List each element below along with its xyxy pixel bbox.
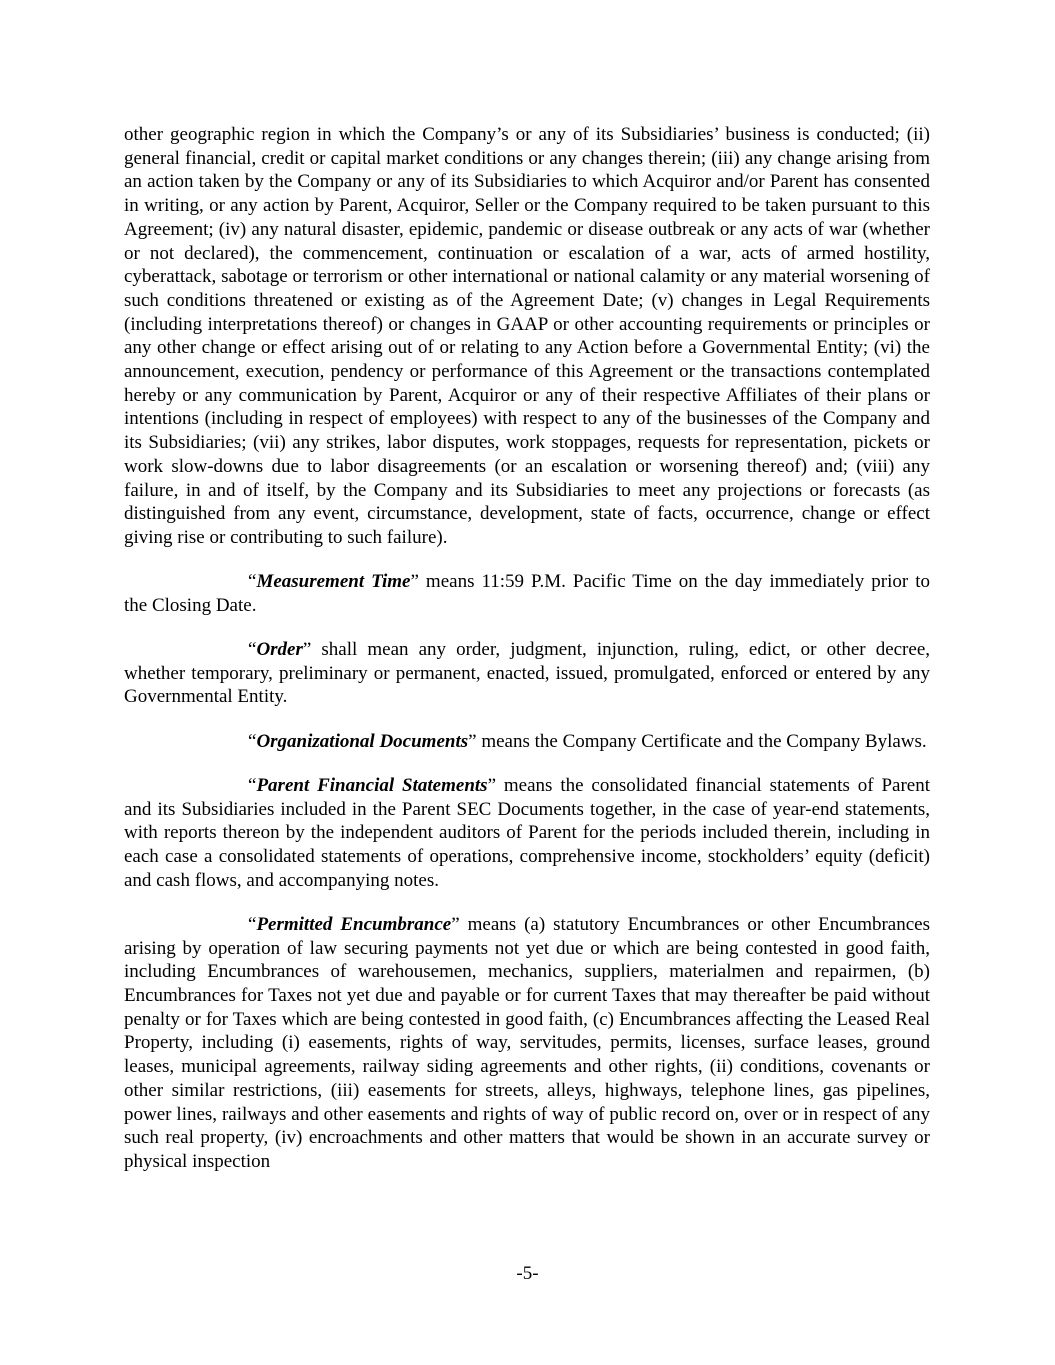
- document-page: [124, 123, 930, 1174]
- definition-organizational-documents: [124, 730, 930, 754]
- open-quote: “: [248, 730, 257, 752]
- close-quote: ”: [451, 913, 460, 935]
- close-quote: ”: [468, 730, 477, 752]
- open-quote: “: [248, 639, 257, 661]
- definition-text: means (a) statutory Encumbrances or other Encumbrances arising by operation of law securing payments not yet due or which are being contested in good faith, including Encumbrances of warehousemen, mechanics, suppliers, materialmen and repairmen, (b) Encumbrances for Taxes not yet due and payable or for current Taxes that may thereafter be paid without penalty or for Taxes which are being contested in good faith, (c) Encumbrances affecting the Leased Real Property, including (i) easements, rights of way, servitudes, permits, licenses, surface leases, ground leases, municipal agreements, railway siding agreements and other rights, (ii) conditions, covenants or other similar restrictions, (iii) easements for streets, alleys, highways, telephone lines, gas pipelines, power lines, railways and other easements and rights of way of public record on, over or in respect of any such real property, (iv) encroachments and other matters that would be shown in an accurate survey or physical inspection: [124, 913, 930, 1172]
- definition-measurement-time: [124, 570, 930, 617]
- definition-permitted-encumbrance: [124, 913, 930, 1174]
- definition-parent-financial-statements: [124, 774, 930, 893]
- definition-order: [124, 638, 930, 709]
- definition-text: means the Company Certificate and the Company Bylaws.: [476, 730, 927, 752]
- close-quote: ”: [410, 571, 419, 593]
- open-quote: “: [248, 913, 257, 935]
- open-quote: “: [248, 571, 257, 593]
- open-quote: “: [248, 774, 257, 796]
- continuation-paragraph: other geographic region in which the Company’s or any of its Subsidiaries’ business is conducted; (ii) general financial, credit or capital market conditions or any changes therein; (iii) any change arising from an action taken by the Company or any of its Subsidiaries to which Acquiror and/or Parent has consented in writing, or any action by Parent, Acquiror, Seller or the Company required to be taken pursuant to this Agreement; (iv) any natural disaster, epidemic, pandemic or disease outbreak or any acts of war (whether or not declared), the commencement, continuation or escalation of a war, acts of armed hostility, cyberattack, sabotage or terrorism or other international or national calamity or any material worsening of such conditions threatened or existing as of the Agreement Date; (v) changes in Legal Requirements (including interpretations thereof) or changes in GAAP or other accounting requirements or principles or any other change or effect arising out of or relating to any Action before a Governmental Entity; (vi) the announcement, execution, pendency or performance of this Agreement or the transactions contemplated hereby or any communication by Parent, Acquiror or any of their respective Affiliates of their plans or intentions (including in respect of employees) with respect to any of the businesses of the Company and its Subsidiaries; (vii) any strikes, labor disputes, work stoppages, requests for representation, pickets or work slow-downs due to labor disagreements (or an escalation or worsening thereof) and; (viii) any failure, in and of itself, by the Company and its Subsidiaries to meet any projections or forecasts (as distinguished from any event, circumstance, development, state of facts, occurrence, change or effect giving rise or contributing to such failure).: [124, 124, 930, 548]
- defined-term: Measurement Time: [256, 571, 411, 593]
- defined-term: Organizational Documents: [256, 730, 469, 752]
- defined-term: Permitted Encumbrance: [256, 913, 452, 935]
- definition-text: shall mean any order, judgment, injunction, ruling, edict, or other decree, whether temporary, preliminary or permanent, enacted, issued, promulgated, enforced or entered by any Governmental Entity.: [124, 639, 930, 708]
- page-number: -5-: [516, 1263, 539, 1284]
- defined-term: Order: [256, 639, 303, 661]
- close-quote: ”: [302, 639, 312, 661]
- definition-text: means the consolidated financial statements of Parent and its Subsidiaries included in the Parent SEC Documents together, in the case of year-end statements, with reports thereon by the independent auditors of Parent for the periods included therein, including in each case a consolidated statements of operations, comprehensive income, stockholders’ equity (deficit) and cash flows, and accompanying notes.: [124, 774, 931, 891]
- close-quote: ”: [487, 774, 497, 796]
- defined-term: Parent Financial Statements: [256, 774, 488, 796]
- definition-text: means 11:59 P.M. Pacific Time on the day immediately prior to the Closing Date.: [124, 571, 930, 616]
